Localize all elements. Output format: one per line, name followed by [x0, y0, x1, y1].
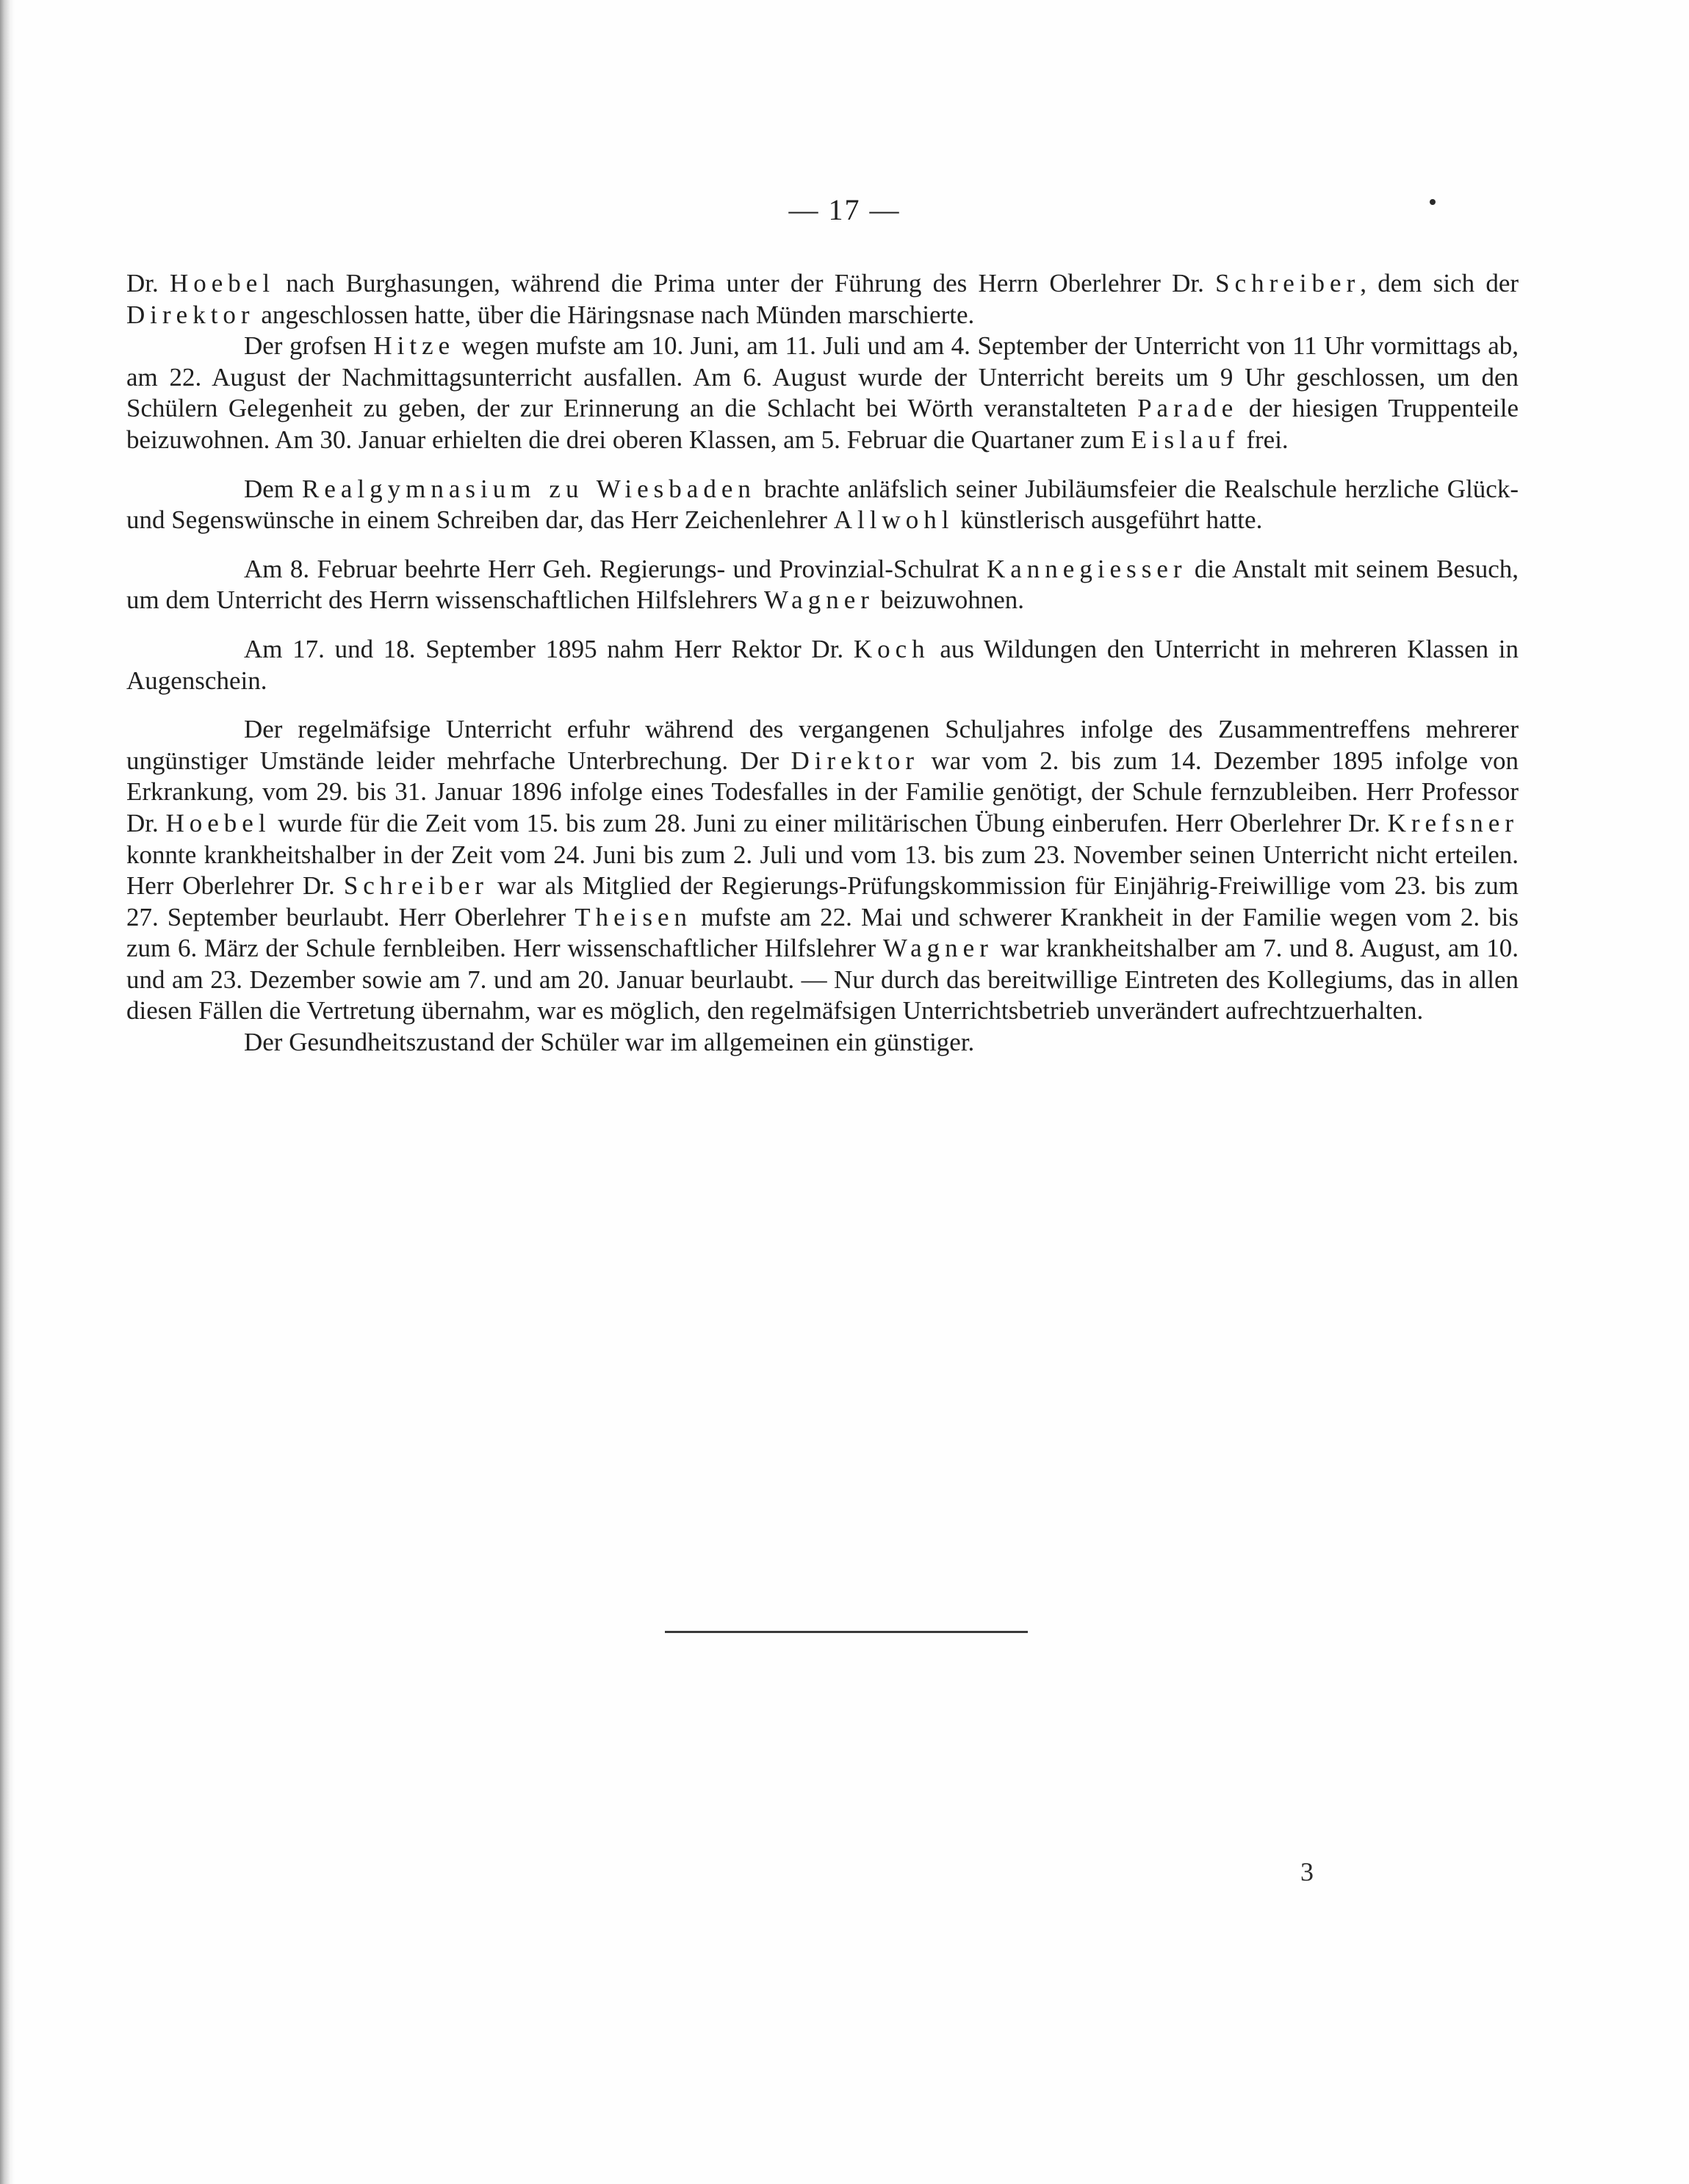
text-run: mufste am 22. Mai und schwerer Krankheit in der Familie wegen vom 2. bis zum 6. März der Schule fernbleiben. Herr wissenschaftlicher Hilfslehrer: [126, 902, 1519, 963]
ink-dot: [1430, 199, 1436, 205]
spaced-emphasis: Direktor: [126, 300, 255, 329]
text-run: die Anstalt mit seinem Besuch, um dem Unterricht des Herrn wissenschaftlichen Hilfslehrers: [126, 554, 1519, 615]
spaced-emphasis: Wagner: [763, 585, 874, 615]
text-run: der hiesigen Truppenteile beizuwohnen. Am 30. Januar erhielten die drei oberen Klassen, am 5. Februar die Quartaner zum: [126, 394, 1519, 454]
paragraph-realgymnasium: [126, 474, 1519, 536]
spaced-emphasis: Hitze: [373, 331, 455, 361]
spaced-emphasis: Wagner: [882, 934, 993, 963]
paragraph-health: [126, 1027, 1519, 1059]
body-text: [126, 268, 1519, 1059]
paragraph-continuation: [126, 268, 1519, 331]
paragraph-heat-holidays: [126, 331, 1519, 455]
spaced-emphasis: Schreiber: [1215, 269, 1361, 298]
paragraph-schulrat-visit: [126, 554, 1519, 616]
text-run: künstlerisch ausgeführt hatte.: [954, 505, 1263, 535]
spaced-emphasis: Hoebel: [165, 808, 271, 837]
section-divider: [665, 1631, 1028, 1633]
page-number: — 17 —: [788, 193, 901, 226]
spaced-emphasis: Hoebel: [169, 269, 276, 298]
text-run: war als Mitglied der Regierungs-Prüfungskommission für Einjährig-Freiwillige vom 23. bis zum 27. September beurlaubt. Herr Oberlehrer: [126, 871, 1519, 931]
spaced-emphasis: Schreiber: [343, 871, 489, 901]
text-run: Der grofsen: [244, 331, 374, 361]
paragraph-interruptions: [126, 714, 1519, 1027]
text-run: Dem: [244, 474, 302, 503]
signature-mark: 3: [1300, 1857, 1314, 1886]
text-run: brachte anläfslich seiner Jubiläumsfeier die Realschule herzliche Glück- und Segenswünsche in einem Schreiben dar, das Herr Zeichenlehrer: [126, 474, 1519, 535]
text-run: frei.: [1239, 425, 1289, 454]
spaced-emphasis: Direktor: [791, 746, 920, 775]
text-run: Am 8. Februar beehrte Herr Geh. Regierungs- und Provinzial-Schulrat: [244, 554, 987, 583]
text-run: wurde für die Zeit vom 15. bis zum 28. Juni zu einer militärischen Übung einberufen. Herr Oberlehrer Dr.: [270, 808, 1388, 837]
text-run: Der Gesundheitszustand der Schüler war im allgemeinen ein günstiger.: [244, 1028, 975, 1057]
paragraph-rektor-visit: [126, 634, 1519, 696]
spaced-emphasis: Allwohl: [833, 505, 954, 535]
text-run: angeschlossen hatte, über die Häringsnase nach Münden marschierte.: [254, 300, 975, 329]
text-run: war vom 2. bis zum 14. Dezember 1895 infolge von Erkrankung, vom 29. bis 31. Januar 1896 infolge eines Todesfalles in der Familie genötigt, der Schule fernzubleiben. Herr Professor Dr.: [126, 746, 1519, 837]
text-run: beizuwohnen.: [874, 585, 1025, 615]
text-run: Dr.: [126, 269, 170, 298]
page-binding-edge: [0, 0, 15, 2184]
text-run: wegen mufste am 10. Juni, am 11. Juli und am 4. September der Unterricht von 11 Uhr vormittags ab, am 22. August der Nachmittagsunterricht ausfallen. Am 6. August wurde der Unterricht bereits um 9 Uhr geschlossen, um den Schülern Gelegenheit zu geben, der zur Erinnerung an die Schlacht bei Wörth veranstalteten: [126, 331, 1519, 423]
spaced-emphasis: Theisen: [575, 902, 693, 931]
text-run: konnte krankheitshalber in der Zeit vom 24. Juni bis zum 2. Juli und vom 13. bis zum 23. November seinen Unterricht nicht erteilen. Herr Oberlehrer Dr.: [126, 840, 1519, 901]
spaced-emphasis: Krefsner: [1387, 808, 1519, 837]
spaced-emphasis: Realgymnasium zu Wiesbaden: [302, 474, 756, 503]
text-run: Am 17. und 18. September 1895 nahm Herr Rektor Dr.: [244, 634, 854, 663]
spaced-emphasis: Eislauf: [1131, 425, 1240, 454]
text-run: nach Burghasungen, während die Prima unter der Führung des Herrn Oberlehrer Dr.: [275, 269, 1216, 298]
text-run: , dem sich der: [1360, 269, 1519, 298]
spaced-emphasis: Kannegiesser: [986, 554, 1187, 583]
text-run: Der regelmäfsige Unterricht erfuhr während des vergangenen Schuljahres infolge des Zusammentreffens mehrerer ungünstiger Umstände leider mehrfache Unterbrechung. Der: [126, 715, 1519, 775]
text-run: war krankheitshalber am 7. und 8. August, am 10. und am 23. Dezember sowie am 7. und am 20. Januar beurlaubt. — Nur durch das bereitwillige Eintreten des Kollegiums, das in allen diesen Fällen die Vertretung übernahm, war es möglich, den regelmäfsigen Unterrichtsbetrieb unverändert aufrechtzuerhalten.: [126, 934, 1519, 1026]
spaced-emphasis: Koch: [853, 634, 930, 663]
spaced-emphasis: Parade: [1137, 394, 1239, 423]
text-run: aus Wildungen den Unterricht in mehreren Klassen in Augenschein.: [126, 634, 1519, 695]
